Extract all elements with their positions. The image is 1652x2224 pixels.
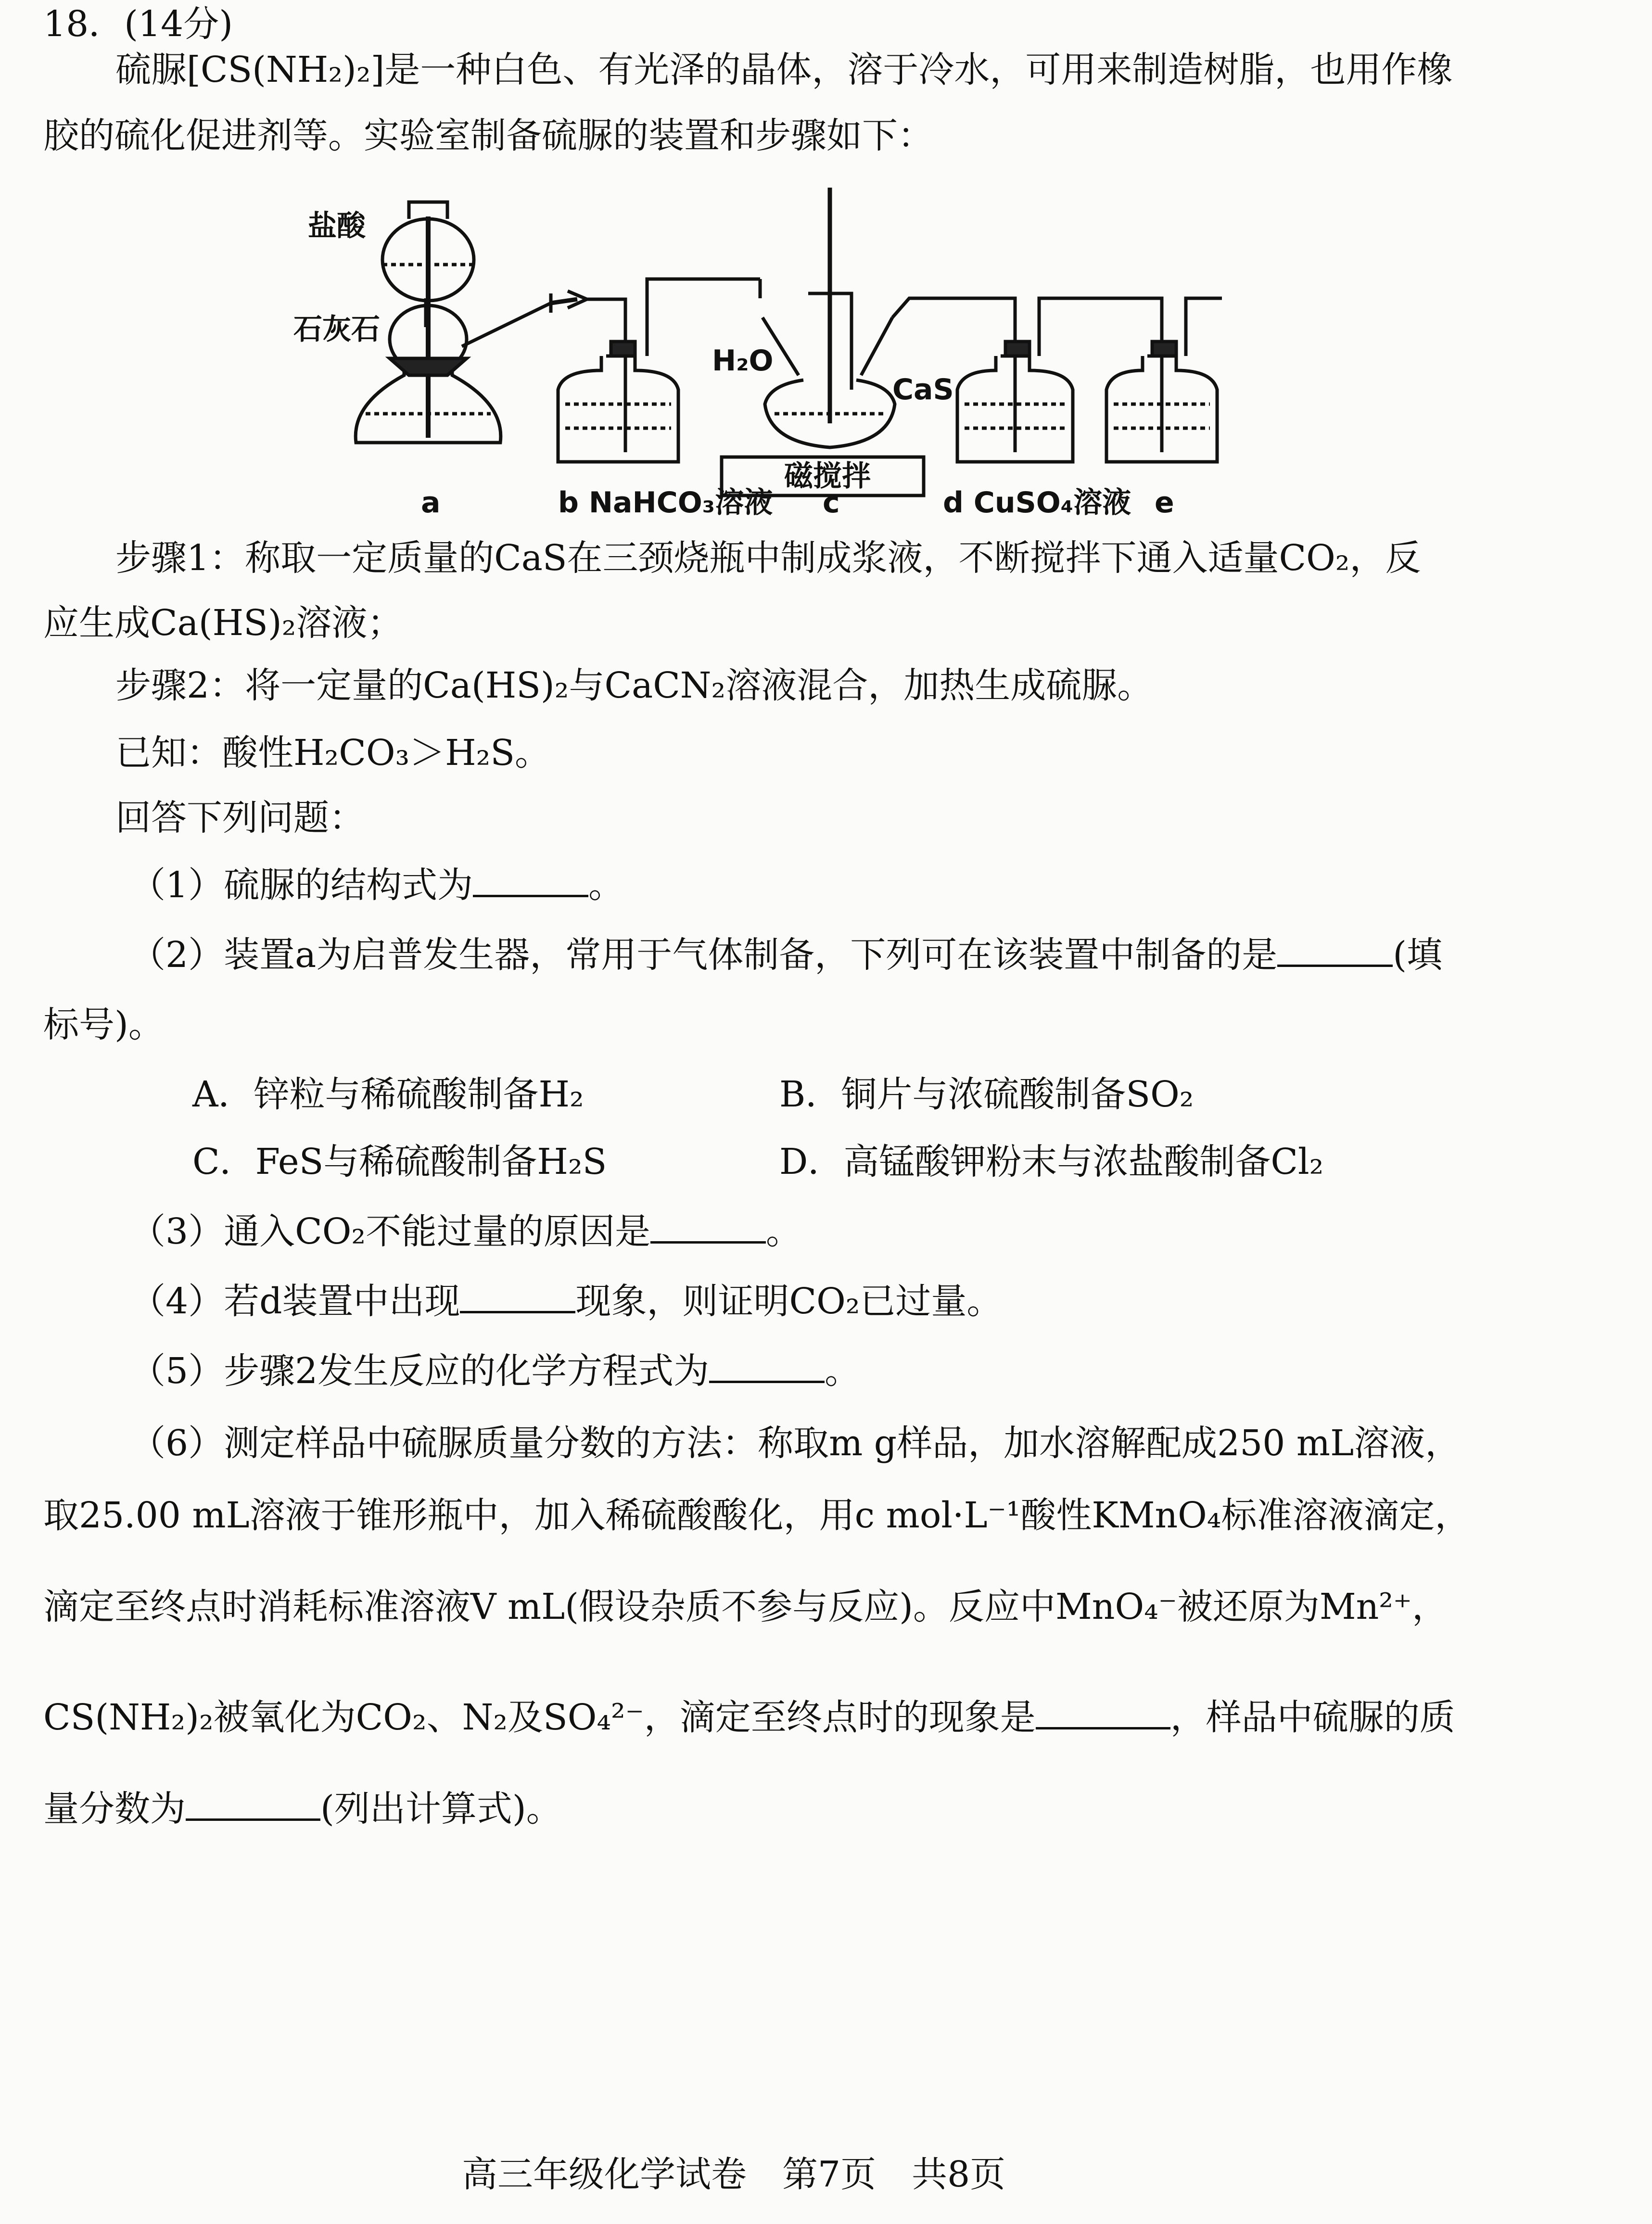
- q1: （1）硫脲的结构式为 。: [130, 861, 624, 909]
- label-b: b NaHCO₃溶液: [558, 486, 773, 520]
- label-a: a: [421, 486, 441, 520]
- label-e: e: [1155, 486, 1174, 520]
- step1-line-2: 应生成Ca(HS)₂溶液；: [43, 602, 403, 644]
- q3: （3）通入CO₂不能过量的原因是 。: [130, 1207, 801, 1256]
- blank-q5[interactable]: [709, 1347, 825, 1383]
- answer-prompt: 回答下列问题：: [115, 797, 365, 839]
- label-hcl: 盐酸: [308, 209, 366, 243]
- q6-line-2: 取25.00 mL溶液于锥形瓶中，加入稀硫酸酸化，用c mol·L⁻¹酸性KMnO₄标准溶液滴定，: [43, 1495, 1471, 1536]
- bottle-e: [1106, 298, 1222, 462]
- blank-q4[interactable]: [460, 1277, 575, 1313]
- label-stirrer: 磁搅拌: [784, 459, 871, 493]
- blank-q1[interactable]: [473, 861, 588, 897]
- step1-line-1: 步骤1：称取一定质量的CaS在三颈烧瓶中制成浆液，不断搅拌下通入适量CO₂，反: [115, 537, 1421, 579]
- blank-q2[interactable]: [1277, 931, 1393, 967]
- option-c: C．FeS与稀硫酸制备H₂S: [192, 1141, 607, 1182]
- label-limestone: 石灰石: [293, 313, 380, 346]
- option-d: D．高锰酸钾粉末与浓盐酸制备Cl₂: [779, 1141, 1324, 1182]
- q6-line-4: CS(NH₂)₂被氧化为CO₂、N₂及SO₄²⁻，滴定至终点时的现象是 ，样品中硫脲的质: [43, 1693, 1455, 1741]
- blank-q3[interactable]: [650, 1207, 766, 1244]
- q6-line-3: 滴定至终点时消耗标准溶液V mL(假设杂质不参与反应)。反应中MnO₄⁻被还原为Mn²⁺，: [43, 1586, 1448, 1627]
- q6-line-5: 量分数为 (列出计算式)。: [43, 1785, 562, 1833]
- q4: （4）若d装置中出现 现象，则证明CO₂已过量。: [130, 1277, 1002, 1325]
- three-neck-flask: [722, 188, 1015, 496]
- label-d: d CuSO₄溶液: [943, 486, 1131, 520]
- label-c: c: [823, 486, 840, 520]
- q5: （5）步骤2发生反应的化学方程式为 。: [130, 1347, 860, 1395]
- question-number: 18．(14分): [43, 3, 233, 45]
- q6-line-1: （6）测定样品中硫脲质量分数的方法：称取m g样品，加水溶解配成250 mL溶液，: [130, 1423, 1461, 1464]
- q2-cont: 标号)。: [43, 1004, 164, 1045]
- q2: （2）装置a为启普发生器，常用于气体制备，下列可在该装置中制备的是 (填: [130, 931, 1442, 979]
- option-b: B．铜片与浓硫酸制备SO₂: [779, 1074, 1194, 1115]
- option-a: A．锌粒与稀硫酸制备H₂: [192, 1074, 584, 1115]
- step2: 步骤2：将一定量的Ca(HS)₂与CaCN₂溶液混合，加热生成硫脲。: [115, 665, 1153, 706]
- known: 已知：酸性H₂CO₃＞H₂S。: [115, 732, 551, 774]
- blank-q6-phenomenon[interactable]: [1036, 1693, 1170, 1729]
- label-cas: CaS: [892, 373, 954, 407]
- bottle-d: [957, 298, 1162, 462]
- kipp-generator: [356, 202, 551, 443]
- intro-line-2: 胶的硫化促进剂等。实验室制备硫脲的装置和步骤如下：: [43, 115, 933, 156]
- apparatus-diagram: [289, 173, 1251, 520]
- label-h2o: H₂O: [712, 344, 774, 378]
- blank-q6-fraction[interactable]: [186, 1785, 320, 1821]
- page-footer: 高三年级化学试卷 第7页 共8页: [462, 2154, 1006, 2195]
- intro-line-1: 硫脲[CS(NH₂)₂]是一种白色、有光泽的晶体，溶于冷水，可用来制造树脂，也用作橡: [115, 49, 1453, 90]
